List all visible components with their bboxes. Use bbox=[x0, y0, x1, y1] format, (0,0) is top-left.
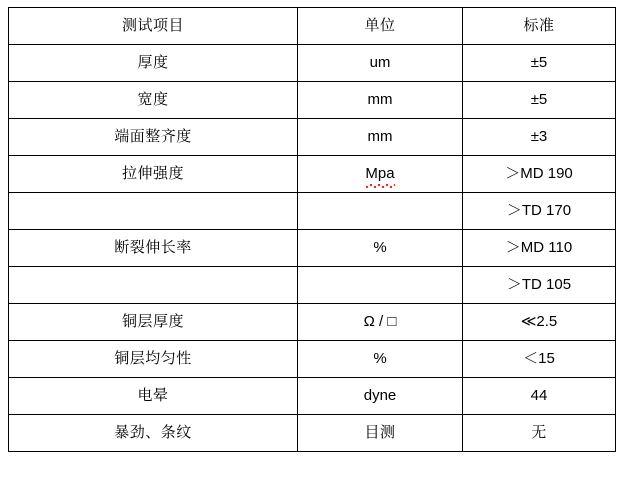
specification-table bbox=[8, 7, 616, 452]
cell-unit: um bbox=[298, 45, 463, 82]
cell-standard: ±3 bbox=[463, 119, 616, 156]
cell-standard: 无 bbox=[463, 415, 616, 452]
table-body bbox=[9, 8, 616, 452]
table-row bbox=[9, 156, 616, 193]
table-row bbox=[9, 415, 616, 452]
cell-unit: 目测 bbox=[298, 415, 463, 452]
table-row bbox=[9, 378, 616, 415]
header-cell-unit: 单位 bbox=[298, 8, 463, 45]
cell-standard: ＞TD 170 bbox=[463, 193, 616, 230]
table-row bbox=[9, 230, 616, 267]
cell-unit: Ω / □ bbox=[298, 304, 463, 341]
table-header-row bbox=[9, 8, 616, 45]
cell-standard: ＞TD 105 bbox=[463, 267, 616, 304]
table-row bbox=[9, 45, 616, 82]
cell-standard: ＜15 bbox=[463, 341, 616, 378]
table-row bbox=[9, 304, 616, 341]
table-row bbox=[9, 193, 616, 230]
table-row bbox=[9, 119, 616, 156]
cell-item: 铜层均匀性 bbox=[9, 341, 298, 378]
cell-unit bbox=[298, 267, 463, 304]
cell-standard: ＞MD 110 bbox=[463, 230, 616, 267]
table-row bbox=[9, 341, 616, 378]
cell-item bbox=[9, 267, 298, 304]
cell-item: 铜层厚度 bbox=[9, 304, 298, 341]
cell-item: 电晕 bbox=[9, 378, 298, 415]
cell-unit-text: Mpa bbox=[365, 165, 395, 182]
cell-item: 拉伸强度 bbox=[9, 156, 298, 193]
cell-item: 宽度 bbox=[9, 82, 298, 119]
cell-unit: dyne bbox=[298, 378, 463, 415]
cell-item: 厚度 bbox=[9, 45, 298, 82]
cell-item: 端面整齐度 bbox=[9, 119, 298, 156]
cell-unit: % bbox=[298, 230, 463, 267]
cell-item: 暴劲、条纹 bbox=[9, 415, 298, 452]
cell-unit bbox=[298, 156, 463, 193]
cell-standard: 44 bbox=[463, 378, 616, 415]
table-row bbox=[9, 82, 616, 119]
table-row bbox=[9, 267, 616, 304]
cell-item: 断裂伸长率 bbox=[9, 230, 298, 267]
cell-standard: ±5 bbox=[463, 45, 616, 82]
cell-standard: ＞MD 190 bbox=[463, 156, 616, 193]
cell-standard: ≪2.5 bbox=[463, 304, 616, 341]
cell-item bbox=[9, 193, 298, 230]
cell-unit: mm bbox=[298, 119, 463, 156]
header-cell-item: 测试项目 bbox=[9, 8, 298, 45]
cell-standard: ±5 bbox=[463, 82, 616, 119]
cell-unit: % bbox=[298, 341, 463, 378]
cell-unit: mm bbox=[298, 82, 463, 119]
cell-unit bbox=[298, 193, 463, 230]
header-cell-standard: 标准 bbox=[463, 8, 616, 45]
